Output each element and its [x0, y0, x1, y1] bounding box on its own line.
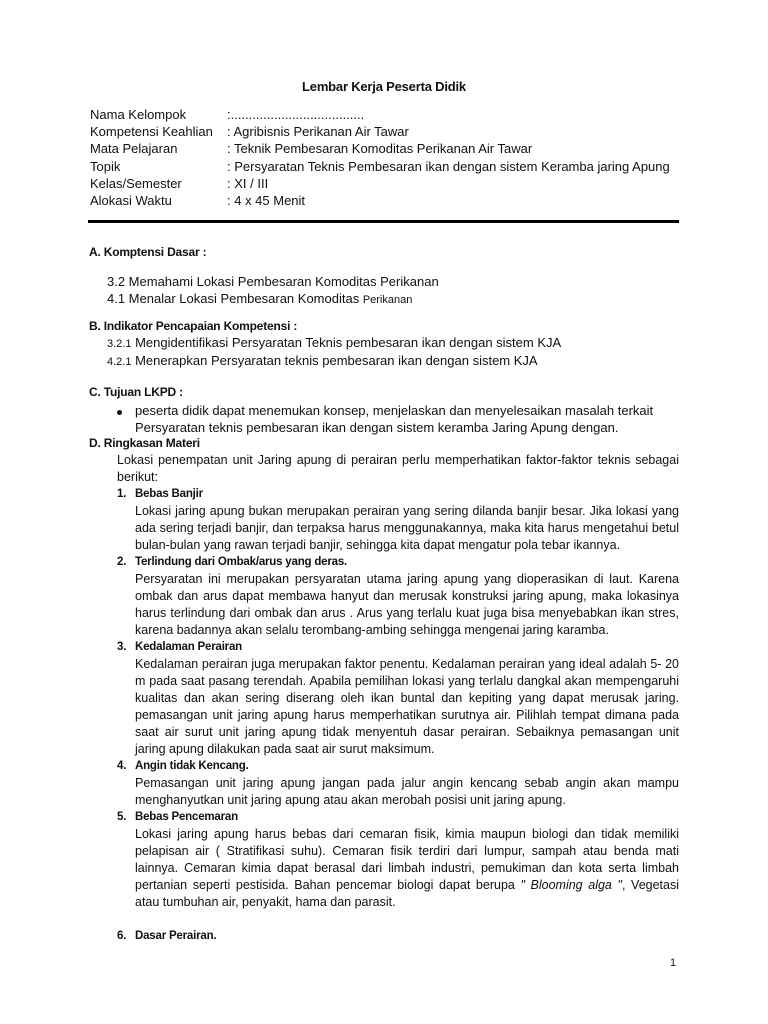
item-number: 5. — [117, 811, 127, 823]
item-text-part: Lokasi jaring apung harus bebas dari cemaran fisik, kimia maupun biologi dan tidak memiliki pelapisan air ( Stratifikasi suhu). Cemaran fisik terdiri dari lumpur, sampah atau benda mati lainnya. Cemaran kimia dapat berasal dari limbah industri, pemukiman dan kota serta limbah pertanian seperti pestisida. Bahan pencemar biologi dapat berupa — [135, 827, 679, 893]
section-b-line-1 — [107, 334, 561, 353]
meta-key: Alokasi Waktu — [90, 192, 172, 208]
indicator-number: 4.2.1 — [107, 356, 132, 368]
item-number: 4. — [117, 760, 127, 772]
page-number: 1 — [670, 957, 677, 969]
meta-row — [90, 123, 670, 140]
section-a-line-1: 3.2 Memahami Lokasi Pembesaran Komoditas Perikanan — [107, 274, 439, 289]
meta-value: : XI / III — [227, 175, 269, 191]
section-a-heading: A. Komptensi Dasar : — [89, 245, 207, 259]
meta-row — [90, 175, 670, 192]
material-item-title — [117, 760, 249, 772]
indicator-text: Menerapkan Persyaratan teknis pembesaran ikan dengan sistem KJA — [131, 353, 538, 368]
meta-key: Nama Kelompok — [90, 107, 187, 122]
meta-key: Kelas/Semester — [90, 175, 182, 191]
meta-row — [90, 158, 670, 175]
material-item-title — [117, 556, 347, 568]
item-number: 3. — [117, 641, 127, 653]
section-a-line-2-small: Perikanan — [362, 294, 413, 306]
material-item-title — [117, 811, 238, 823]
meta-row — [90, 106, 670, 123]
meta-row — [90, 140, 670, 157]
page-title: Lembar Kerja Peserta Didik — [302, 79, 466, 94]
item-title-text: Terlindung dari Ombak/arus yang deras. — [135, 556, 348, 568]
item-title-text: Bebas Banjir — [135, 488, 203, 500]
item-number: 6. — [117, 930, 127, 942]
material-item-title — [117, 488, 203, 500]
item-text-part: , Vegetasi atau tumbuhan air, penyakit, hama dan parasit. — [135, 878, 679, 910]
meta-key: Mata Pelajaran — [90, 141, 178, 157]
meta-value: :..................................... — [227, 107, 365, 122]
material-item-text: Persyaratan ini merupakan persyaratan utama jaring apung yang dioperasikan di laut. Karena ombak dan arus dapat membawa hanyut dan merusak konstruksi jaring apung, maka lokasinya harus terlindung dari ombak dan arus . Arus yang terlalu kuat juga bisa menyebabkan ikan stres, karena badannya akan selalu terombang-ambing sehingga mengenai jaring karamba. — [135, 572, 679, 638]
objective-line-1: peserta didik dapat menemukan konsep, menjelaskan dan menyelesaikan masalah terkait — [135, 403, 654, 418]
section-a-line-2-main: 4.1 Menalar Lokasi Pembesaran Komoditas — [107, 291, 363, 306]
material-item-title — [117, 930, 216, 942]
meta-value: : 4 x 45 Menit — [227, 192, 306, 208]
item-number: 2. — [117, 556, 127, 568]
indicator-number: 3.2.1 — [107, 338, 132, 350]
item-title-text: Angin tidak Kencang. — [135, 760, 249, 772]
item-text-italic: " Blooming alga " — [520, 878, 622, 893]
section-b-line-2 — [107, 352, 538, 371]
header-divider — [88, 220, 679, 223]
section-c-heading: C. Tujuan LKPD : — [89, 385, 183, 399]
meta-value: : Persyaratan Teknis Pembesaran ikan dengan sistem Keramba jaring Apung — [227, 158, 670, 174]
material-item-title — [117, 641, 242, 653]
meta-table — [90, 106, 670, 209]
meta-row — [90, 192, 670, 209]
section-d-intro: Lokasi penempatan unit Jaring apung di perairan perlu memperhatikan faktor-faktor teknis sebagai berikut: — [117, 453, 679, 485]
item-title-text: Kedalaman Perairan — [135, 641, 242, 653]
material-item-text: Pemasangan unit jaring apung jangan pada jalur angin kencang sebab angin akan mampu menghanyutkan unit jaring apung atau akan merobah posisi unit jaring apung. — [135, 776, 679, 808]
meta-key: Kompetensi Keahlian — [90, 124, 213, 140]
item-number: 1. — [117, 488, 127, 500]
item-title-text: Dasar Perairan. — [135, 930, 217, 942]
material-item-text — [135, 826, 679, 911]
section-b-heading: B. Indikator Pencapaian Kompetensi : — [89, 319, 298, 333]
section-a-line-2 — [107, 290, 412, 309]
material-item-text: Kedalaman perairan juga merupakan faktor penentu. Kedalaman perairan yang ideal adalah 5- 20 m pada saat pasang terendah. Apabila pemilihan lokasi yang terlalu dangkal akan mempengaruhi kualitas dan akan sering diserang oleh ikan buntal dan kepiting yang dapat merusak jaring. pemasangan unit jaring apung harus memperhatikan surutnya air. Pilihlah tempat dimana pada saat air surut unit jaring apung tidak menyentuh dasar perairan. Sebaiknya pemasangan unit jaring apung dilakukan pada saat air surut maksimum. — [135, 657, 679, 757]
bullet-dot-icon — [117, 410, 122, 415]
meta-key: Topik — [90, 158, 121, 174]
section-d-heading: D. Ringkasan Materi — [89, 436, 200, 450]
meta-value: : Agribisnis Perikanan Air Tawar — [227, 124, 409, 140]
material-item-text: Lokasi jaring apung bukan merupakan perairan yang sering dilanda banjir besar. Jika lokasi yang ada sering terjadi banjir, dan terpaksa harus menggunakannya, maka kita harus mengetahui betul bulan-bulan yang rawan terjadi banjir, sehingga kita dapat mengatur pola tebar ikannya. — [135, 504, 679, 553]
indicator-text: Mengidentifikasi Persyaratan Teknis pembesaran ikan dengan sistem KJA — [131, 335, 562, 350]
objective-line-2: Persyaratan teknis pembesaran ikan dengan sistem keramba Jaring Apung dengan. — [135, 420, 619, 435]
item-title-text: Bebas Pencemaran — [135, 811, 238, 823]
meta-value: : Teknik Pembesaran Komoditas Perikanan Air Tawar — [227, 141, 533, 157]
